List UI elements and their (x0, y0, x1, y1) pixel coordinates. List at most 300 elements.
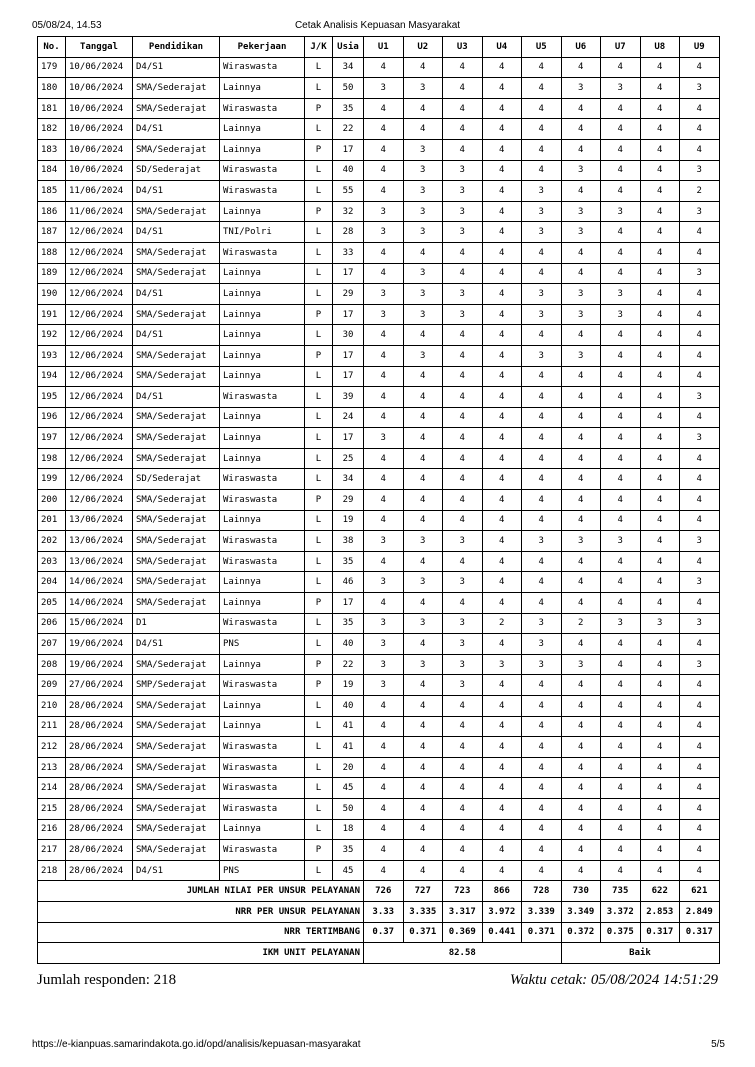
table-cell: 4 (561, 387, 601, 408)
table-cell: 4 (364, 593, 404, 614)
table-cell: 3 (522, 613, 562, 634)
table-cell: 4 (403, 819, 443, 840)
table-cell: 4 (482, 696, 522, 717)
analysis-table (37, 36, 720, 964)
table-cell: 17 (333, 366, 364, 387)
table-cell: 4 (680, 819, 720, 840)
table-cell: 4 (403, 778, 443, 799)
table-cell: 12/06/2024 (66, 284, 133, 305)
table-cell: 17 (333, 428, 364, 449)
table-cell: 3 (680, 531, 720, 552)
table-cell: 4 (403, 428, 443, 449)
table-cell: 4 (640, 654, 680, 675)
table-cell: 4 (482, 366, 522, 387)
table-cell: SMA/Sederajat (133, 366, 220, 387)
table-cell: 4 (364, 798, 404, 819)
table-cell: Lainnya (220, 448, 305, 469)
table-cell: 4 (680, 490, 720, 511)
table-cell: 4 (601, 696, 641, 717)
table-cell: 19 (333, 675, 364, 696)
summary-row-ikm (38, 943, 720, 964)
summary-value: 0.441 (482, 922, 522, 943)
table-cell: 4 (482, 448, 522, 469)
table-cell: 12/06/2024 (66, 222, 133, 243)
table-cell: 194 (38, 366, 66, 387)
table-cell: L (305, 551, 333, 572)
table-cell: 216 (38, 819, 66, 840)
table-cell: 28/06/2024 (66, 819, 133, 840)
table-cell: 4 (522, 366, 562, 387)
summary-value: 723 (443, 881, 483, 902)
table-cell: 3 (601, 613, 641, 634)
table-cell: 193 (38, 345, 66, 366)
table-cell: 4 (403, 57, 443, 78)
table-row (38, 263, 720, 284)
table-cell: 4 (601, 139, 641, 160)
table-cell: 4 (364, 119, 404, 140)
table-cell: 13/06/2024 (66, 551, 133, 572)
table-cell: 28/06/2024 (66, 737, 133, 758)
table-cell: L (305, 819, 333, 840)
table-cell: 10/06/2024 (66, 78, 133, 99)
ikm-value: 82.58 (364, 943, 562, 964)
table-row (38, 737, 720, 758)
table-cell: L (305, 510, 333, 531)
table-cell: 4 (522, 98, 562, 119)
table-cell: 11/06/2024 (66, 201, 133, 222)
table-cell: Lainnya (220, 716, 305, 737)
table-cell: 4 (640, 222, 680, 243)
table-cell: SMA/Sederajat (133, 407, 220, 428)
table-cell: Wiraswasta (220, 778, 305, 799)
table-cell: 3 (364, 284, 404, 305)
table-cell: L (305, 469, 333, 490)
table-cell: 4 (561, 551, 601, 572)
table-cell: 180 (38, 78, 66, 99)
table-cell: 4 (561, 407, 601, 428)
table-cell: L (305, 181, 333, 202)
table-cell: 209 (38, 675, 66, 696)
table-cell: 4 (403, 490, 443, 511)
table-cell: 4 (601, 57, 641, 78)
table-cell: 4 (640, 263, 680, 284)
table-cell: 4 (561, 325, 601, 346)
table-cell: 4 (640, 139, 680, 160)
table-cell: 183 (38, 139, 66, 160)
table-cell: 4 (522, 798, 562, 819)
table-cell: 4 (640, 737, 680, 758)
table-cell: SMA/Sederajat (133, 428, 220, 449)
table-cell: 4 (680, 510, 720, 531)
table-cell: 187 (38, 222, 66, 243)
table-cell: 35 (333, 840, 364, 861)
table-cell: 28/06/2024 (66, 716, 133, 737)
table-cell: SMA/Sederajat (133, 448, 220, 469)
table-cell: 4 (364, 696, 404, 717)
table-cell: 3 (522, 654, 562, 675)
table-row (38, 819, 720, 840)
table-cell: D4/S1 (133, 387, 220, 408)
table-cell: 40 (333, 696, 364, 717)
table-cell: P (305, 201, 333, 222)
table-cell: 201 (38, 510, 66, 531)
table-cell: 4 (640, 57, 680, 78)
table-cell: 4 (601, 737, 641, 758)
table-cell: 3 (364, 634, 404, 655)
table-cell: 3 (443, 222, 483, 243)
table-cell: 4 (640, 387, 680, 408)
table-cell: 199 (38, 469, 66, 490)
table-cell: SMA/Sederajat (133, 304, 220, 325)
table-cell: 4 (640, 675, 680, 696)
table-row (38, 654, 720, 675)
table-cell: 17 (333, 139, 364, 160)
table-cell: 4 (601, 160, 641, 181)
table-cell: 4 (482, 181, 522, 202)
table-cell: 4 (522, 593, 562, 614)
table-cell: 4 (364, 737, 404, 758)
table-cell: 4 (364, 510, 404, 531)
table-cell: 186 (38, 201, 66, 222)
table-cell: 3 (561, 304, 601, 325)
table-cell: 4 (601, 840, 641, 861)
table-cell: 4 (561, 98, 601, 119)
table-cell: SMA/Sederajat (133, 798, 220, 819)
table-cell: 4 (522, 860, 562, 881)
table-cell: SMA/Sederajat (133, 551, 220, 572)
table-cell: 4 (640, 572, 680, 593)
table-cell: 4 (403, 407, 443, 428)
table-cell: 4 (443, 242, 483, 263)
table-cell: Lainnya (220, 139, 305, 160)
table-cell: 28/06/2024 (66, 778, 133, 799)
table-row (38, 387, 720, 408)
table-cell: 4 (680, 57, 720, 78)
summary-value: 0.375 (601, 922, 641, 943)
table-cell: 4 (482, 531, 522, 552)
table-cell: 3 (364, 201, 404, 222)
table-cell: 3 (443, 284, 483, 305)
table-cell: 4 (561, 510, 601, 531)
table-cell: 4 (680, 551, 720, 572)
table-cell: 3 (680, 654, 720, 675)
table-cell: 4 (482, 387, 522, 408)
table-cell: Lainnya (220, 366, 305, 387)
table-cell: Lainnya (220, 325, 305, 346)
column-header: U6 (561, 37, 601, 58)
table-cell: 4 (403, 325, 443, 346)
table-cell: 4 (482, 407, 522, 428)
table-cell: 3 (364, 304, 404, 325)
table-cell: SD/Sederajat (133, 469, 220, 490)
table-cell: 4 (561, 593, 601, 614)
table-cell: L (305, 737, 333, 758)
table-cell: 3 (561, 345, 601, 366)
table-cell: 24 (333, 407, 364, 428)
table-cell: 4 (640, 345, 680, 366)
table-row (38, 304, 720, 325)
column-header: U3 (443, 37, 483, 58)
table-cell: 4 (364, 160, 404, 181)
table-cell: 4 (680, 119, 720, 140)
table-cell: 34 (333, 57, 364, 78)
table-cell: 184 (38, 160, 66, 181)
table-cell: 3 (680, 387, 720, 408)
table-cell: D4/S1 (133, 57, 220, 78)
summary-row-nrr (38, 901, 720, 922)
table-cell: 4 (403, 675, 443, 696)
table-cell: 3 (680, 160, 720, 181)
table-row (38, 78, 720, 99)
table-cell: 4 (482, 510, 522, 531)
table-cell: L (305, 78, 333, 99)
table-row (38, 675, 720, 696)
table-cell: 4 (364, 840, 404, 861)
table-cell: 4 (443, 325, 483, 346)
table-row (38, 242, 720, 263)
summary-value: 0.369 (443, 922, 483, 943)
table-cell: 15/06/2024 (66, 613, 133, 634)
table-row (38, 469, 720, 490)
table-cell: 4 (601, 798, 641, 819)
table-cell: L (305, 531, 333, 552)
table-cell: 17 (333, 345, 364, 366)
ikm-grade: Baik (561, 943, 719, 964)
table-cell: 4 (482, 201, 522, 222)
table-cell: 12/06/2024 (66, 387, 133, 408)
table-cell: 4 (680, 675, 720, 696)
table-cell: 4 (403, 634, 443, 655)
table-cell: 4 (640, 181, 680, 202)
table-cell: 191 (38, 304, 66, 325)
table-cell: SMA/Sederajat (133, 696, 220, 717)
table-cell: L (305, 716, 333, 737)
table-cell: L (305, 778, 333, 799)
table-cell: 4 (680, 98, 720, 119)
table-cell: 4 (482, 284, 522, 305)
table-cell: 203 (38, 551, 66, 572)
table-cell: 4 (601, 428, 641, 449)
table-cell: 4 (561, 57, 601, 78)
table-cell: 4 (364, 242, 404, 263)
table-row (38, 840, 720, 861)
table-cell: 4 (403, 798, 443, 819)
table-row (38, 593, 720, 614)
table-cell: 4 (640, 304, 680, 325)
table-cell: 3 (403, 139, 443, 160)
table-cell: 4 (680, 634, 720, 655)
table-cell: 4 (482, 119, 522, 140)
table-cell: 4 (482, 634, 522, 655)
table-cell: 41 (333, 716, 364, 737)
table-cell: 3 (680, 428, 720, 449)
table-cell: 4 (403, 98, 443, 119)
table-cell: 4 (601, 634, 641, 655)
table-cell: 3 (561, 222, 601, 243)
table-cell: 2 (561, 613, 601, 634)
table-cell: 4 (522, 469, 562, 490)
column-header: Usia (333, 37, 364, 58)
summary-label: JUMLAH NILAI PER UNSUR PELAYANAN (38, 881, 364, 902)
table-cell: 4 (443, 696, 483, 717)
table-cell: 3 (522, 531, 562, 552)
table-cell: 4 (443, 98, 483, 119)
table-cell: D4/S1 (133, 222, 220, 243)
table-cell: P (305, 654, 333, 675)
table-cell: 3 (680, 78, 720, 99)
table-cell: Wiraswasta (220, 613, 305, 634)
table-cell: 4 (403, 593, 443, 614)
table-cell: 4 (561, 696, 601, 717)
table-cell: 22 (333, 119, 364, 140)
table-cell: 4 (561, 469, 601, 490)
table-cell: 3 (522, 201, 562, 222)
table-cell: SMA/Sederajat (133, 78, 220, 99)
summary-value: 728 (522, 881, 562, 902)
table-cell: 12/06/2024 (66, 407, 133, 428)
table-cell: 4 (561, 366, 601, 387)
table-cell: 4 (364, 757, 404, 778)
table-cell: 4 (443, 139, 483, 160)
table-row (38, 696, 720, 717)
table-cell: L (305, 757, 333, 778)
table-cell: 4 (522, 139, 562, 160)
table-cell: 4 (561, 448, 601, 469)
table-cell: 4 (403, 696, 443, 717)
table-cell: 4 (443, 551, 483, 572)
summary-value: 0.317 (680, 922, 720, 943)
table-cell: 4 (482, 490, 522, 511)
table-cell: 4 (364, 778, 404, 799)
table-cell: 28/06/2024 (66, 798, 133, 819)
table-cell: 28/06/2024 (66, 757, 133, 778)
table-cell: 3 (522, 634, 562, 655)
table-cell: 4 (443, 490, 483, 511)
table-cell: 4 (561, 242, 601, 263)
table-cell: 4 (522, 675, 562, 696)
table-cell: 3 (364, 78, 404, 99)
table-cell: 4 (601, 593, 641, 614)
print-timestamp: Waktu cetak: 05/08/2024 14:51:29 (509, 972, 718, 988)
table-cell: 4 (482, 572, 522, 593)
table-cell: 3 (403, 201, 443, 222)
table-cell: 4 (640, 778, 680, 799)
table-cell: 3 (561, 531, 601, 552)
table-cell: 4 (640, 551, 680, 572)
table-cell: 4 (680, 304, 720, 325)
table-row (38, 366, 720, 387)
table-cell: PNS (220, 634, 305, 655)
table-cell: 196 (38, 407, 66, 428)
table-row (38, 448, 720, 469)
table-cell: 3 (403, 613, 443, 634)
table-cell: 4 (640, 407, 680, 428)
table-cell: 35 (333, 98, 364, 119)
table-cell: 4 (443, 366, 483, 387)
table-cell: 38 (333, 531, 364, 552)
table-cell: 3 (443, 572, 483, 593)
table-cell: 4 (561, 737, 601, 758)
table-cell: 19/06/2024 (66, 634, 133, 655)
table-cell: L (305, 448, 333, 469)
table-cell: 4 (640, 428, 680, 449)
summary-value: 2.853 (640, 901, 680, 922)
table-cell: L (305, 222, 333, 243)
table-cell: 4 (482, 263, 522, 284)
table-cell: 4 (680, 696, 720, 717)
table-cell: 27/06/2024 (66, 675, 133, 696)
table-row (38, 160, 720, 181)
table-cell: 4 (403, 119, 443, 140)
table-cell: SMA/Sederajat (133, 737, 220, 758)
table-row (38, 778, 720, 799)
table-cell: L (305, 263, 333, 284)
table-cell: 4 (364, 98, 404, 119)
table-cell: SMA/Sederajat (133, 819, 220, 840)
table-cell: Wiraswasta (220, 551, 305, 572)
table-cell: L (305, 860, 333, 881)
table-cell: L (305, 613, 333, 634)
table-cell: L (305, 284, 333, 305)
table-cell: 3 (680, 613, 720, 634)
table-cell: 4 (601, 119, 641, 140)
table-cell: 12/06/2024 (66, 242, 133, 263)
table-cell: 35 (333, 551, 364, 572)
table-cell: 12/06/2024 (66, 263, 133, 284)
table-cell: 4 (640, 242, 680, 263)
table-cell: 4 (482, 428, 522, 449)
table-cell: 3 (443, 675, 483, 696)
table-cell: 4 (443, 469, 483, 490)
summary-value: 866 (482, 881, 522, 902)
table-cell: L (305, 387, 333, 408)
table-cell: 200 (38, 490, 66, 511)
table-cell: 22 (333, 654, 364, 675)
table-row (38, 531, 720, 552)
table-cell: Wiraswasta (220, 757, 305, 778)
table-cell: 4 (680, 593, 720, 614)
table-cell: 4 (601, 242, 641, 263)
table-cell: 4 (364, 139, 404, 160)
table-cell: 188 (38, 242, 66, 263)
table-cell: 4 (482, 98, 522, 119)
table-row (38, 407, 720, 428)
table-cell: L (305, 696, 333, 717)
table-cell: 211 (38, 716, 66, 737)
column-header: U8 (640, 37, 680, 58)
summary-value: 621 (680, 881, 720, 902)
table-cell: 3 (403, 572, 443, 593)
table-cell: 19/06/2024 (66, 654, 133, 675)
table-cell: 17 (333, 263, 364, 284)
table-cell: 4 (601, 490, 641, 511)
table-cell: 215 (38, 798, 66, 819)
table-cell: 28 (333, 222, 364, 243)
table-cell: SMA/Sederajat (133, 510, 220, 531)
table-cell: 10/06/2024 (66, 139, 133, 160)
summary-value: 0.371 (403, 922, 443, 943)
table-cell: 10/06/2024 (66, 119, 133, 140)
table-row (38, 490, 720, 511)
table-row (38, 757, 720, 778)
table-cell: 4 (640, 716, 680, 737)
table-cell: 207 (38, 634, 66, 655)
table-row (38, 119, 720, 140)
table-cell: 3 (601, 78, 641, 99)
table-cell: 4 (680, 716, 720, 737)
table-cell: 4 (640, 819, 680, 840)
table-cell: 4 (601, 469, 641, 490)
